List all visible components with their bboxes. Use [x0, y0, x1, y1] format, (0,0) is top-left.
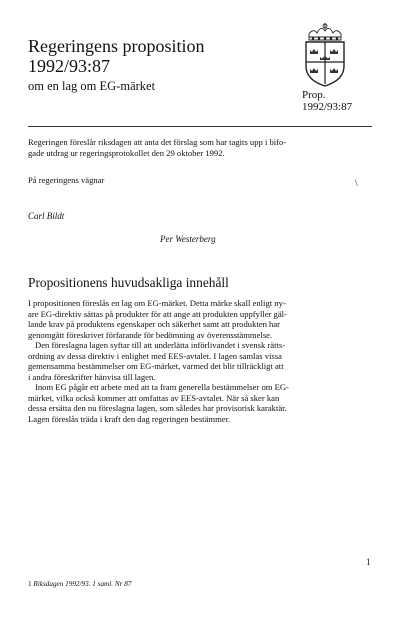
- prop-reference: [302, 90, 352, 113]
- document-number: 1992/93:87: [28, 56, 111, 76]
- body-line: Den föreslagna lagen syftar till att underlätta införlivandet i svensk rätts-: [35, 340, 286, 350]
- document-subtitle: om en lag om EG-märket: [28, 79, 156, 93]
- on-behalf-text: På regeringens vägnar: [28, 175, 105, 185]
- footer-citation: Riksdagen 1992/93. 1 saml. Nr 87: [33, 580, 132, 588]
- signature-prime-minister: Carl Bildt: [28, 211, 65, 221]
- body-line: Lagen föreslås träda i kraft den dag regeringen bestämmer.: [28, 413, 231, 424]
- page-number: 1: [366, 557, 371, 567]
- summary-body: [28, 298, 373, 424]
- intro-line: gade utdrag ur regeringsprotokollet den 29 oktober 1992.: [28, 147, 225, 158]
- swedish-coat-of-arms-icon: [302, 22, 348, 88]
- prop-label: Prop.: [302, 89, 326, 101]
- section-heading: Propositionens huvudsakliga innehåll: [28, 275, 229, 290]
- document-title: Regeringens proposition: [28, 36, 205, 56]
- header-divider: [28, 126, 372, 127]
- body-line: dessa ersätta den nu föreslagna lagen, som således har provisorisk karaktär.: [28, 403, 287, 413]
- footer-reference: [28, 580, 131, 588]
- body-line: are EG-direktiv sättas på produkter för att ange att produkten uppfyller gäl-: [28, 308, 287, 319]
- title-block: [28, 36, 288, 94]
- prop-number: 1992/93:87: [302, 100, 353, 113]
- body-line: lande krav på produktens egenskaper och säkerhet samt att produkten har: [28, 319, 280, 329]
- body-line: gemensamma bestämmelser om EG-märket, varmed det blir tillräckligt att: [28, 361, 284, 371]
- body-line: I propositionen föreslås en lag om EG-märket. Detta märke skall enligt ny-: [28, 298, 286, 308]
- stray-mark: \: [355, 178, 358, 188]
- body-line: genomgått föreskrivet förfarande för bedömning av överensstämmelse.: [28, 329, 273, 340]
- footnote-number: 1: [28, 580, 32, 588]
- body-line: ordning av dessa direktiv i enlighet med EES-avtalet. I lagen samlas vissa: [28, 350, 282, 361]
- body-line: Inom EG pågår ett arbete med att ta fram generella bestämmelser om EG-: [35, 382, 289, 392]
- body-line: märket, vilka också kommer att omfattas av EES-avtalet. När så sker kan: [28, 392, 280, 403]
- signature-minister: Per Westerberg: [160, 234, 216, 244]
- body-line: i andra föreskrifter hänvisa till lagen.: [28, 371, 156, 382]
- intro-line: Regeringen föreslår riksdagen att anta det förslag som har tagits upp i bifo-: [28, 137, 287, 147]
- intro-paragraph: [28, 137, 373, 158]
